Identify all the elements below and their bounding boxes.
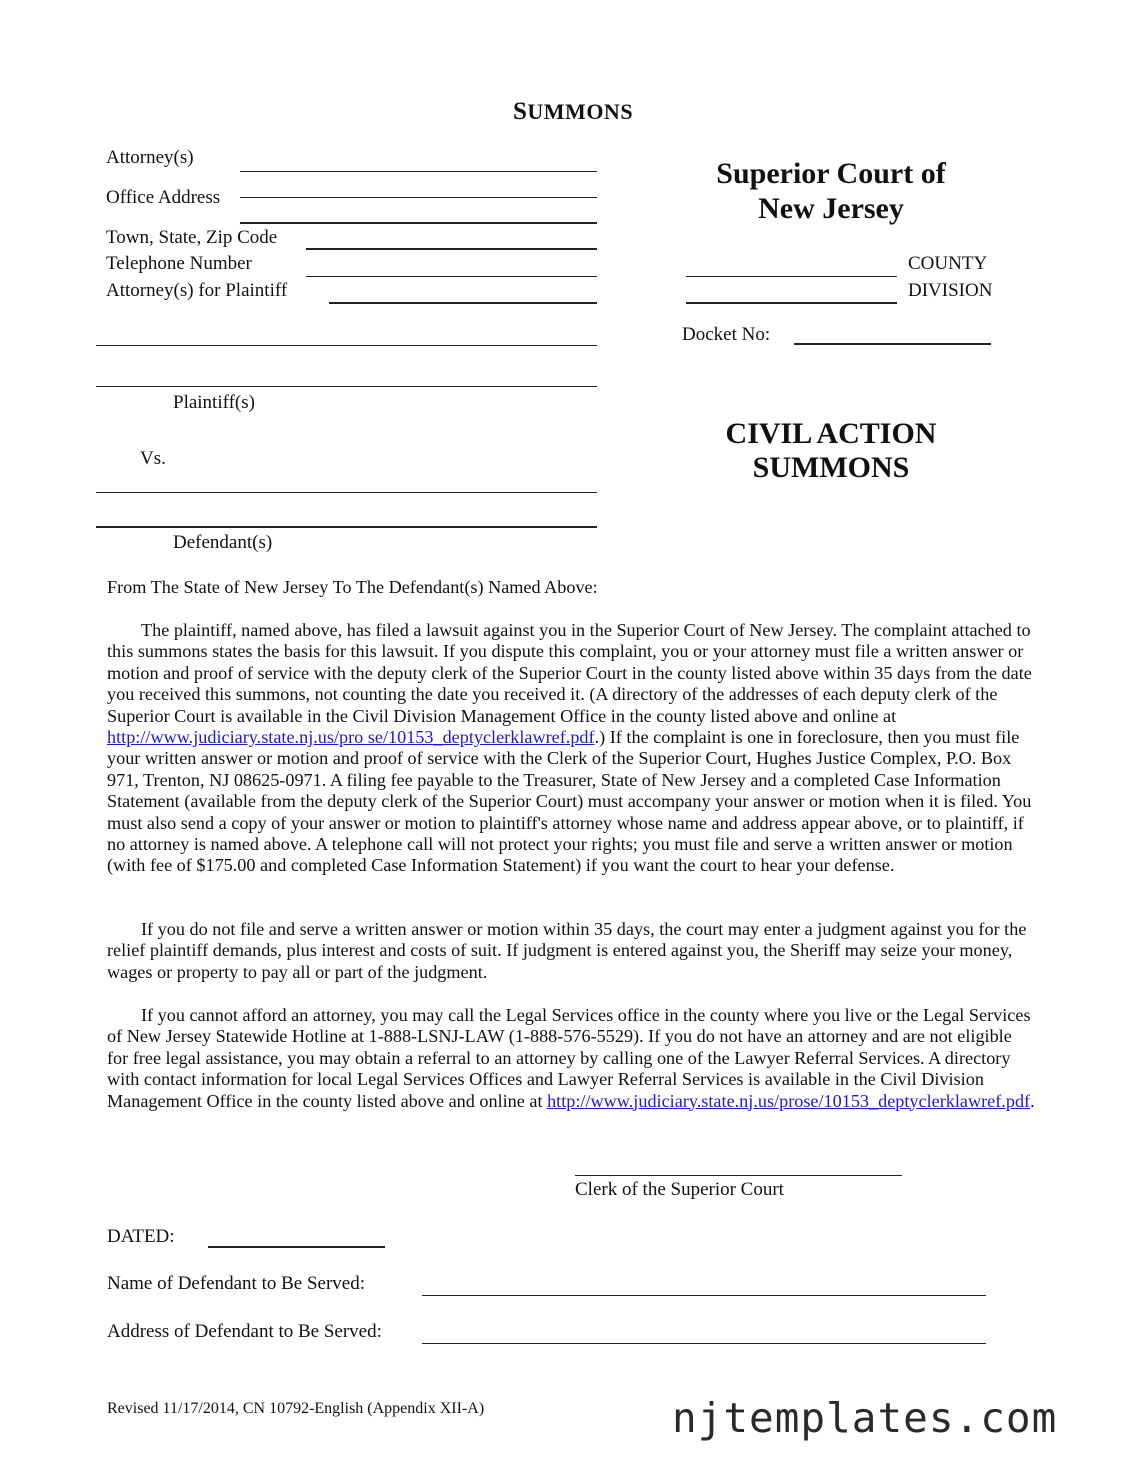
defendant-address-field[interactable]	[422, 1343, 986, 1344]
deputy-clerk-directory-link-1[interactable]: http://www.judiciary.state.nj.us/pro se/10153_deptyclerklawref.pdf	[107, 727, 595, 748]
court-name-line2: New Jersey	[758, 192, 904, 225]
docket-label: Docket No:	[682, 324, 771, 345]
defendant-name-label: Name of Defendant to Be Served:	[107, 1273, 365, 1294]
attorneys-field[interactable]	[240, 171, 597, 172]
defendant-label: Defendant(s)	[173, 532, 273, 553]
office-address-field[interactable]	[240, 197, 597, 198]
vs-label: Vs.	[140, 448, 166, 469]
attorneys-for-plaintiff-field[interactable]	[329, 302, 597, 304]
clerk-label: Clerk of the Superior Court	[575, 1179, 784, 1200]
court-name-line1: Superior Court of	[716, 157, 946, 190]
dated-label: DATED:	[107, 1226, 175, 1247]
paragraph-3-text-a: If you cannot afford an attorney, you may call the Legal Services office in the county where you live or the Legal Services of New Jersey Statewide Hotline at 1-888-LSNJ-LAW (1-888-576-5529). If you do not have an attorney and are not eligible for free legal assistance, you may obtain a referral to an attorney by calling one of the Lawyer Referral Services. A directory with contact information for local Legal Services Offices and Lawyer Referral Services is available in the Civil Division Management Office in the county listed above and online at	[107, 1005, 1031, 1111]
paragraph-3	[107, 1005, 1037, 1112]
revision-note: Revised 11/17/2014, CN 10792-English (Appendix XII-A)	[107, 1400, 485, 1417]
paragraph-2	[107, 919, 1037, 983]
paragraph-1-text-a: The plaintiff, named above, has filed a lawsuit against you in the Superior Court of New Jersey. The complaint attached to this summons states the basis for this lawsuit. If you dispute this complaint, you or your attorney must file a written answer or motion and proof of service with the deputy clerk of the Superior Court in the county listed above within 35 days from the date you received this summons, not counting the date you received it. (A directory of the addresses of each deputy clerk of the Superior Court is available in the Civil Division Management Office in the county listed above and online at	[107, 620, 1032, 726]
defendant-address-label: Address of Defendant to Be Served:	[107, 1321, 382, 1342]
salutation: From The State of New Jersey To The Defendant(s) Named Above:	[107, 577, 598, 597]
clerk-signature-line[interactable]	[575, 1175, 902, 1176]
deputy-clerk-directory-link-2[interactable]: http://www.judiciary.state.nj.us/prose/10153_deptyclerklawref.pdf	[547, 1090, 1031, 1111]
civil-action-title	[680, 417, 982, 485]
civil-action-line1: CIVIL ACTION	[725, 417, 937, 450]
county-label: COUNTY	[908, 253, 988, 274]
paragraph-1-text-b: .) If the complaint is one in foreclosure, then you must file your written answer or motion and proof of service with the Clerk of the Superior Court, Hughes Justice Complex, P.O. Box 971, Trenton, NJ 08625-0971. A filing fee payable to the Treasurer, State of New Jersey and a completed Case Information Statement (available from the deputy clerk of the Superior Court) must accompany your answer or motion when it is filed. You must also send a copy of your answer or motion to plaintiff's attorney whose name and address appear above, or to plaintiff, if no attorney is named above. A telephone call will not protect your rights; you must file and serve a written answer or motion (with fee of $175.00 and completed Case Information Statement) if you want the court to hear your defense.	[107, 727, 1032, 876]
division-label: DIVISION	[908, 280, 993, 301]
paragraph-2-text: If you do not file and serve a written answer or motion within 35 days, the court may enter a judgment against you for the relief plaintiff demands, plus interest and costs of suit. If judgment is entered against you, the Sheriff may seize your money, wages or property to pay all or part of the judgment.	[107, 919, 1027, 982]
defendant-field-2[interactable]	[96, 526, 597, 528]
county-field[interactable]	[686, 276, 897, 277]
watermark: njtemplates.com	[672, 1394, 1058, 1442]
plaintiff-field[interactable]	[96, 345, 597, 346]
civil-action-line2: SUMMONS	[752, 451, 910, 484]
attorneys-for-plaintiff-label: Attorney(s) for Plaintiff	[106, 280, 288, 301]
division-field[interactable]	[686, 302, 897, 304]
town-state-zip-label: Town, State, Zip Code	[106, 227, 278, 248]
page-title-initial: S	[513, 98, 528, 125]
telephone-label: Telephone Number	[106, 253, 252, 274]
plaintiff-label: Plaintiff(s)	[173, 392, 255, 413]
dated-field[interactable]	[208, 1246, 385, 1248]
telephone-field[interactable]	[306, 276, 597, 277]
page-title	[513, 98, 633, 126]
paragraph-1	[107, 620, 1037, 877]
defendant-field[interactable]	[96, 492, 597, 493]
attorneys-label: Attorney(s)	[106, 147, 194, 168]
docket-field[interactable]	[794, 343, 991, 345]
office-address-label: Office Address	[106, 187, 221, 208]
plaintiff-field-2[interactable]	[96, 386, 597, 387]
office-address-field-2[interactable]	[240, 222, 597, 224]
court-name	[680, 156, 982, 226]
defendant-name-field[interactable]	[422, 1295, 986, 1296]
page-title-rest: UMMONS	[527, 99, 634, 124]
paragraph-3-text-b: .	[1030, 1090, 1035, 1111]
town-state-zip-field[interactable]	[306, 248, 597, 250]
